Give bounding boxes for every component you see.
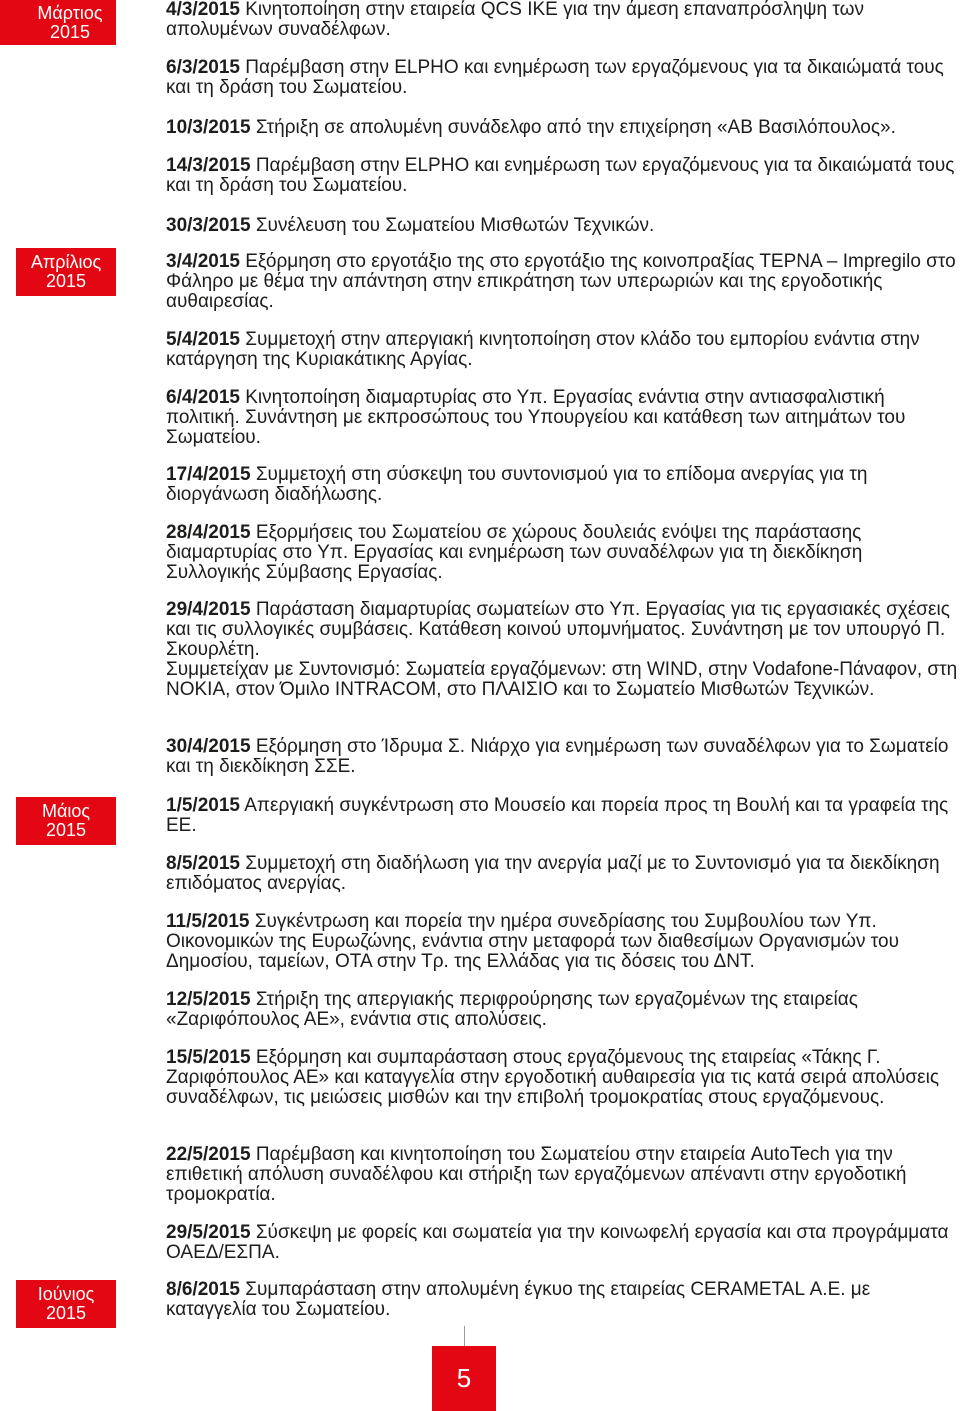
timeline-entry: [166, 796, 958, 836]
timeline-entry: [166, 252, 958, 312]
entry-note: Συμμετείχαν με Συντονισμό: Σωματεία εργαζόμενων: στη WIND, στην Vodafone-Πάναφον, στη NOKIA, στον Όμιλο INTRACOM, στο ΠΛΑΙΣΙΟ και το Σωματείο Μισθωτών Τεχνικών.: [166, 659, 958, 700]
month-label: Μάρτιος: [37, 2, 103, 23]
entry-text: Εξόρμηση και συμπαράσταση στους εργαζόμενους της εταιρείας «Τάκης Γ. Ζαριφόπουλος ΑΕ» και καταγγελία στην εργοδοτική αυθαιρεσία για τις κατά σειρά απολύσεις συναδέλφων, τις μειώσεις μισθών και την επιβολή τρομοκρατίας στους εργαζόμενους.: [166, 1047, 940, 1108]
entry-date: 29/5/2015: [166, 1222, 251, 1243]
timeline-entry: [166, 118, 958, 138]
entry-date: 4/3/2015: [166, 0, 240, 20]
entry-date: 15/5/2015: [166, 1047, 251, 1068]
entry-text: Στήριξη της απεργιακής περιφρούρησης των εργαζομένων της εταιρείας «Ζαριφόπουλος ΑΕ», ενάντια στις απολύσεις.: [166, 989, 858, 1030]
entry-text: Εξορμήσεις του Σωματείου σε χώρους δουλειάς ενόψει της παράστασης διαμαρτυρίας στο Υπ. Εργασίας και ενημέρωση των συναδέλφων για τη διεκδίκηση Συλλογικής Σύμβασης Εργασίας.: [166, 522, 863, 583]
timeline-entry: [166, 990, 958, 1030]
entry-text: Συγκέντρωση και πορεία την ημέρα συνεδρίασης του Συμβουλίου των Υπ. Οικονομικών της Ευρωζώνης, ενάντια στην μεταφορά των διαθεσίμων Οργανισμών του Δημοσίου, ταμείων, ΟΤΑ στην Τρ. της Ελλάδας για τις δόσεις του ΔΝΤ.: [166, 911, 899, 972]
entry-text: Παράσταση διαμαρτυρίας σωματείων στο Υπ. Εργασίας για τις εργασιακές σχέσεις και τις συλλογικές συμβάσεις. Κατάθεση κοινού υπομνήματος. Συνάντηση με τον υπουργό Π. Σκουρλέτη.: [166, 599, 950, 660]
timeline-entry: [166, 330, 958, 370]
entry-date: 30/4/2015: [166, 736, 251, 757]
entry-date: 6/4/2015: [166, 387, 240, 408]
month-year: 2015: [49, 21, 91, 42]
month-badge-april: [16, 248, 116, 296]
timeline-entry: [166, 854, 958, 894]
entry-text: Κινητοποίηση διαμαρτυρίας στο Υπ. Εργασίας ενάντια στην αντιασφαλιστική πολιτική. Συνάντηση με εκπροσώπους του Υπουργείου και κατάθεση των αιτημάτων του Σωματείου.: [166, 387, 906, 448]
entry-date: 28/4/2015: [166, 522, 251, 543]
entry-date: 8/6/2015: [166, 1279, 240, 1300]
timeline-entry: [166, 216, 958, 236]
entry-text: Σύσκεψη με φορείς και σωματεία για την κοινωφελή εργασία και στα προγράμματα ΟΑΕΔ/ΕΣΠΑ.: [166, 1222, 949, 1263]
month-label: Μάιος: [41, 801, 91, 821]
timeline-entry: [166, 0, 958, 40]
timeline-entry: [166, 737, 958, 777]
timeline-entry: [166, 156, 958, 196]
month-year: 2015: [45, 820, 87, 840]
page-number: [432, 1346, 496, 1411]
timeline-entry: [166, 1280, 958, 1320]
timeline-entry: [166, 1145, 958, 1205]
month-label: Ιούνιος: [37, 1284, 95, 1304]
entry-text: Συμπαράσταση στην απολυμένη έγκυο της εταιρείας CERAMETAL Α.Ε. με καταγγελία του Σωματείου.: [166, 1279, 871, 1320]
entry-date: 30/3/2015: [166, 215, 251, 236]
month-year: 2015: [45, 1303, 87, 1323]
entry-text: Στήριξη σε απολυμένη συνάδελφο από την επιχείρηση «ΑΒ Βασιλόπουλος».: [255, 117, 896, 138]
entry-date: 10/3/2015: [166, 117, 251, 138]
entry-text: Συμμετοχή στην απεργιακή κινητοποίηση στον κλάδο του εμπορίου ενάντια στην κατάργηση της Κυριακάτικης Αργίας.: [166, 329, 920, 370]
entry-text: Εξόρμηση στο εργοτάξιο της στο εργοτάξιο της κοινοπραξίας ΤΕΡΝΑ – Impregilo στο Φάληρο με θέμα την απάντηση στην επικράτηση των υπερωριών και της εργοδοτικής αυθαιρεσίας.: [166, 251, 956, 312]
entry-text: Συμμετοχή στη σύσκεψη του συντονισμού για το επίδομα ανεργίας για τη διοργάνωση διαδήλωσης.: [166, 464, 868, 505]
entry-date: 8/5/2015: [166, 853, 240, 874]
page-number-divider: [464, 1326, 465, 1346]
month-label: Απρίλιος: [30, 252, 102, 272]
entry-date: 3/4/2015: [166, 251, 240, 272]
month-badge-june: [16, 1280, 116, 1328]
entry-text: Απεργιακή συγκέντρωση στο Μουσείο και πορεία προς τη Βουλή και τα γραφεία της ΕΕ.: [166, 795, 949, 836]
month-year: 2015: [45, 271, 87, 291]
timeline-entry: [166, 523, 958, 583]
entry-text: Συνέλευση του Σωματείου Μισθωτών Τεχνικών.: [255, 215, 655, 236]
entry-date: 17/4/2015: [166, 464, 251, 485]
timeline-entry: [166, 600, 958, 700]
entry-date: 14/3/2015: [166, 155, 251, 176]
entry-text: Εξόρμηση στο Ίδρυμα Σ. Νιάρχο για ενημέρωση των συναδέλφων για το Σωματείο και τη διεκδίκηση ΣΣΕ.: [166, 736, 949, 777]
entry-text: Παρέμβαση στην ELPHO και ενημέρωση των εργαζόμενους για τα δικαιώματά τους και τη δράση του Σωματείου.: [166, 57, 944, 98]
entry-date: 1/5/2015: [166, 795, 240, 816]
entry-date: 29/4/2015: [166, 599, 251, 620]
entry-date: 5/4/2015: [166, 329, 240, 350]
entry-text: Παρέμβαση στην ELPHO και ενημέρωση των εργαζόμενους για τα δικαιώματά τους και τη δράση του Σωματείου.: [166, 155, 955, 196]
entry-text: Κινητοποίηση στην εταιρεία QCS ΙΚΕ για την άμεση επαναπρόσληψη των απολυμένων συναδέλφων.: [166, 0, 864, 40]
entry-text: Συμμετοχή στη διαδήλωση για την ανεργία μαζί με το Συντονισμό για τα διεκδίκηση επιδόματος ανεργίας.: [166, 853, 940, 894]
entry-date: 6/3/2015: [166, 57, 240, 78]
month-badge-march: [0, 0, 116, 45]
entry-date: 12/5/2015: [166, 989, 251, 1010]
entry-date: 22/5/2015: [166, 1144, 251, 1165]
month-badge-may: [16, 797, 116, 845]
timeline-entry: [166, 1223, 958, 1263]
entry-date: 11/5/2015: [166, 911, 250, 932]
timeline-entry: [166, 1048, 958, 1108]
page-number-label: 5: [456, 1363, 472, 1393]
timeline-entry: [166, 912, 958, 972]
timeline-entry: [166, 465, 958, 505]
timeline-entry: [166, 388, 958, 448]
timeline-entry: [166, 58, 958, 98]
entry-text: Παρέμβαση και κινητοποίηση του Σωματείου στην εταιρεία AutoTech για την επιθετική απόλυση συναδέλφου και στήριξη των εργαζόμενων απέναντι στην εργοδοτική τρομοκρατία.: [166, 1144, 907, 1205]
